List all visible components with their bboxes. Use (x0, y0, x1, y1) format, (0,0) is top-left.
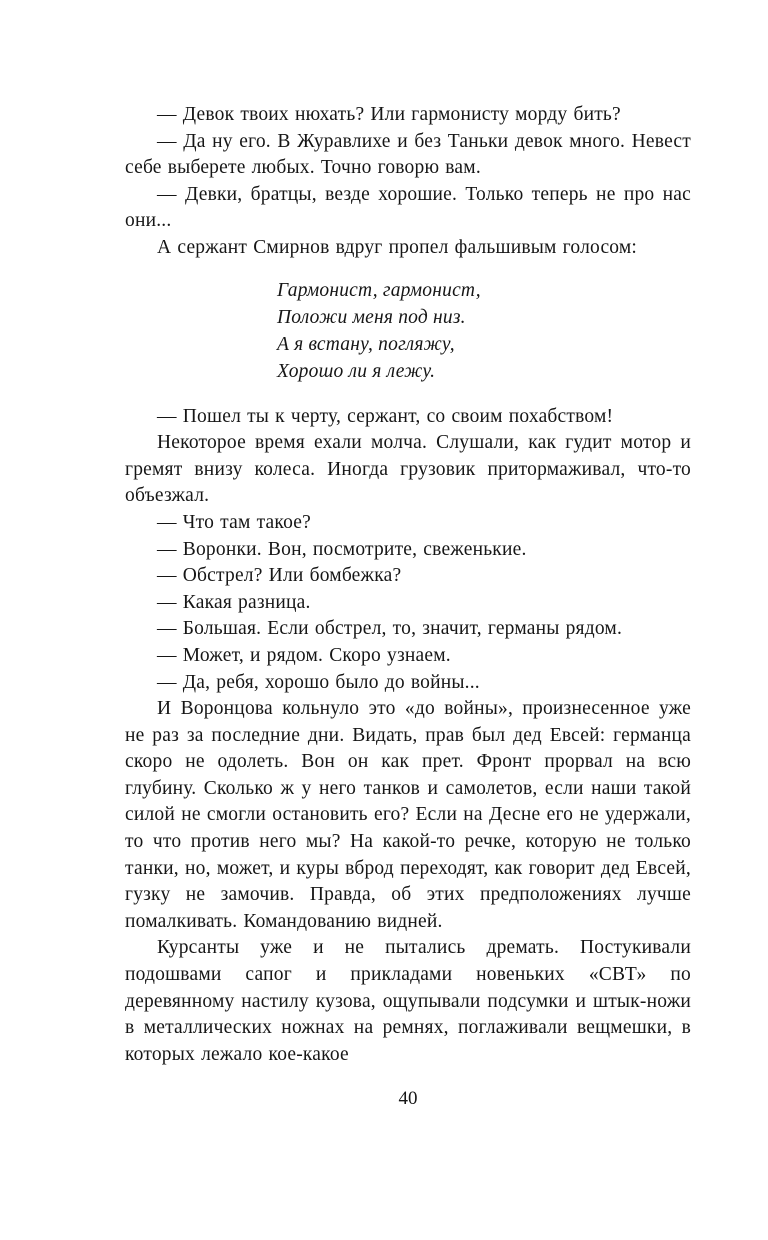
dialog-paragraph: — Девки, братцы, везде хорошие. Только теперь не про нас они... (125, 183, 691, 232)
verse-block (277, 277, 691, 385)
dialog-paragraph: — Воронки. Вон, посмотрите, свеженькие. (157, 538, 527, 560)
dialog-paragraph: — Да ну его. В Журавлихе и без Таньки девок много. Невест себе выберете любых. Точно говорю вам. (125, 130, 691, 179)
dialog-paragraph: — Может, и рядом. Скоро узнаем. (157, 644, 451, 666)
verse-line: Гармонист, гармонист, (277, 279, 481, 301)
verse-line: А я встану, погляжу, (277, 333, 455, 355)
verse-line: Хорошо ли я лежу. (277, 360, 436, 382)
text-block (125, 102, 691, 1068)
dialog-paragraph: — Обстрел? Или бомбежка? (157, 565, 402, 587)
dialog-paragraph: — Большая. Если обстрел, то, значит, германы рядом. (157, 618, 623, 640)
dialog-paragraph: — Какая разница. (157, 591, 311, 613)
body-paragraph: И Воронцова кольнуло это «до войны», произнесенное уже не раз за последние дни. Видать, прав был дед Евсей: германца скоро не одолеть. Вон он как прет. Фронт прорвал на всю глубину. Сколько ж у него танков и самолетов, если наши такой силой не смогли остановить его? Если на Десне его не удержали, то что против него мы? На какой-то речке, которую не только танки, но, может, и куры вброд переходят, как говорит дед Евсей, гузку не замочив. Правда, об этих предположениях лучше помалкивать. Командованию видней. (125, 698, 691, 932)
page-number: 40 (398, 1088, 418, 1109)
dialog-paragraph: — Что там такое? (157, 511, 311, 533)
dialog-paragraph: — Да, ребя, хорошо было до войны... (157, 671, 480, 693)
dialog-paragraph: — Пошел ты к черту, сержант, со своим похабством! (157, 405, 614, 427)
verse-line: Положи меня под низ. (277, 306, 466, 328)
body-paragraph: А сержант Смирнов вдруг пропел фальшивым голосом: (157, 236, 638, 258)
body-paragraph: Некоторое время ехали молча. Слушали, как гудит мотор и гремят внизу колеса. Иногда грузовик притормаживал, что-то объезжал. (125, 432, 691, 507)
dialog-paragraph: — Девок твоих нюхать? Или гармонисту морду бить? (157, 104, 621, 125)
body-paragraph: Курсанты уже и не пытались дремать. Постукивали подошвами сапог и прикладами новеньких «СВТ» по деревянному настилу кузова, ощупывали подсумки и штык-ножи в металлических ножнах на ремнях, поглаживали вещмешки, в которых лежало кое-какое (125, 937, 691, 1065)
